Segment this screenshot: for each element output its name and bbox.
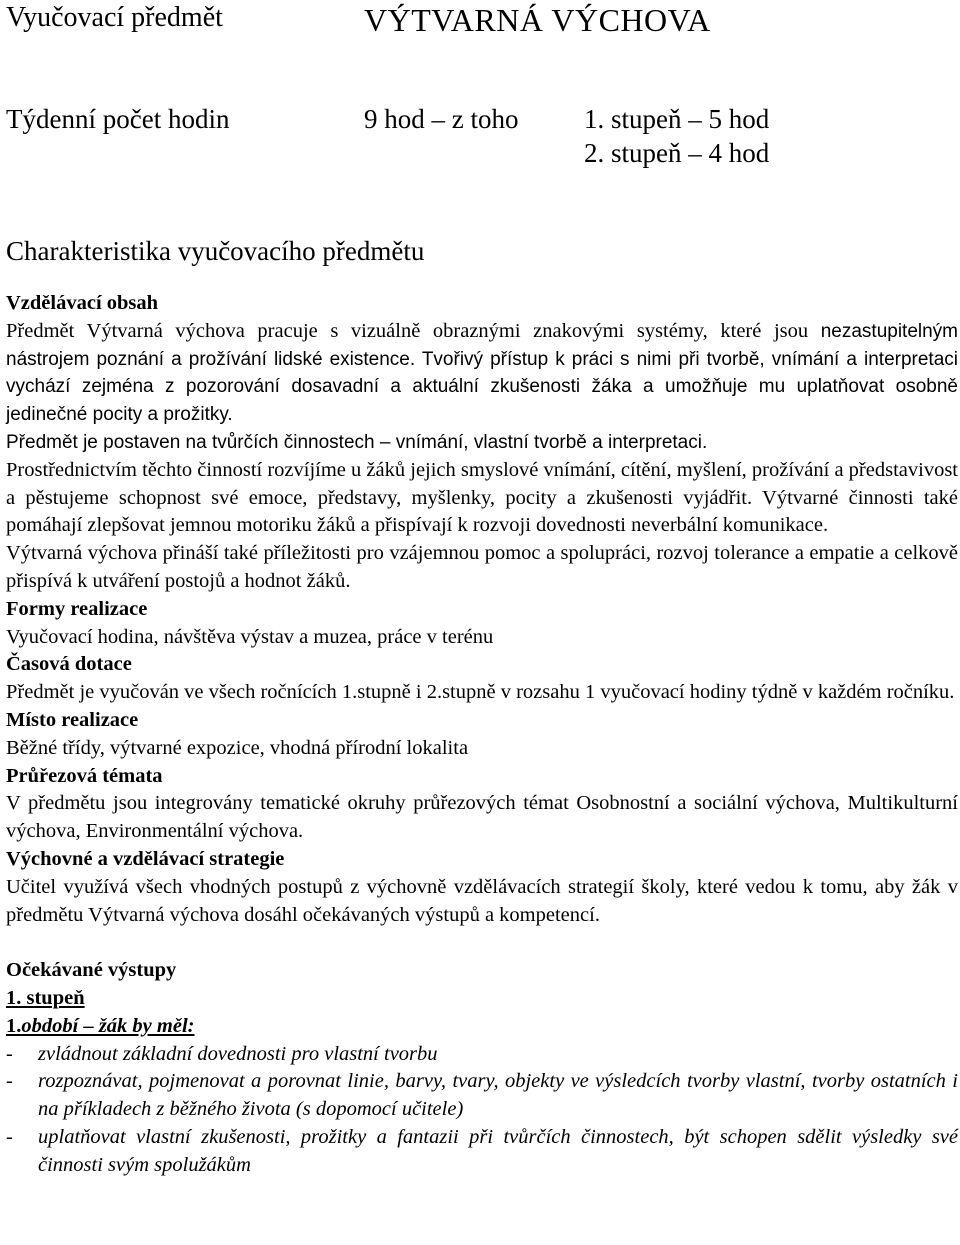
content-paragraph-1: [6, 318, 958, 429]
outcome-text: zvládnout základní dovednosti pro vlastní tvorbu: [38, 1042, 438, 1065]
grade2-hours: 2. stupeň – 4 hod: [584, 138, 770, 168]
themes-title: Průřezová témata: [6, 764, 163, 787]
content-paragraph-2: Předmět je postaven na tvůrčích činnostech – vnímání, vlastní tvorbě a interpretaci.: [6, 431, 708, 453]
section-content-title: Vzdělávací obsah: [6, 292, 159, 314]
place-text: Běžné třídy, výtvarné expozice, vhodná přírodní lokalita: [6, 736, 469, 759]
list-item: [6, 1041, 958, 1069]
list-item: [6, 1068, 958, 1124]
period-label: období – žák by měl:: [21, 1014, 195, 1037]
period-number: 1.: [6, 1014, 22, 1037]
outcomes-title: Očekávané výstupy: [6, 959, 177, 982]
hours-label: Týdenní počet hodin: [6, 104, 230, 134]
outcome-text: rozpoznávat, pojmenovat a porovnat linie, barvy, tvary, objekty ve výsledcích tvorby vlastní, tvorby ostatních i na příkladech z běžného života (s dopomocí učitele): [38, 1070, 958, 1121]
subject-label: Vyučovací předmět: [6, 2, 223, 33]
list-item: [6, 1124, 958, 1180]
strategy-title: Výchovné a vzdělávací strategie: [6, 847, 285, 870]
document-body: [6, 290, 958, 1180]
content-p1-sans: nezastupitelným nástrojem poznání a prožívání lidské existence. Tvořivý přístup k práci s nimi při tvorbě, vnímání a interpretaci vychází zejména z pozorování dosavadní a aktuální zkušenosti žáka a umožňuje mu uplatňovat osobně jedinečné pocity a prožitky.: [6, 320, 959, 426]
content-p1-serif: Předmět Výtvarná výchova pracuje s vizuálně obraznými znakovými systémy, které jsou: [6, 319, 809, 342]
subject-title: VÝTVARNÁ VÝCHOVA: [364, 2, 711, 38]
content-paragraph-4: Výtvarná výchova přináší také příležitosti pro vzájemnou pomoc a spolupráci, rozvoj tolerance a empatie a celkově přispívá k utváření postojů a hodnot žáků.: [6, 542, 958, 592]
strategy-text: Učitel využívá všech vhodných postupů z výchovně vzdělávacích strategií školy, které vedou k tomu, aby žák v předmětu Výtvarná výchova dosáhl očekávaných výstupů a kompetencí.: [6, 875, 958, 926]
time-title: Časová dotace: [6, 653, 132, 676]
list-dash: -: [6, 1125, 13, 1148]
period-title: [6, 1013, 958, 1041]
place-title: Místo realizace: [6, 708, 139, 731]
time-text: Předmět je vyučován ve všech ročnících 1.stupně i 2.stupně v rozsahu 1 vyučovací hodiny týdně v každém ročníku.: [6, 681, 955, 704]
forms-title: Formy realizace: [6, 597, 148, 620]
hours-total: 9 hod – z toho: [364, 104, 519, 134]
content-paragraph-3: Prostřednictvím těchto činností rozvíjíme u žáků jejich smyslové vnímání, cítění, myšlení, prožívání a představivost a pěstujeme schopnost své emoce, představy, myšlenky, pocity a zkušenosti vyjádřit. Výtvarné činnosti také pomáhají zlepšovat jemnou motoriku žáků a přispívají k rozvoji dovednosti neverbální komunikace.: [6, 458, 958, 537]
themes-text: V předmětu jsou integrovány tematické okruhy průřezových témat Osobnostní a sociální výchova, Multikulturní výchova, Environmentální výchova.: [6, 792, 958, 843]
list-dash: -: [6, 1070, 13, 1093]
outcomes-list: [6, 1041, 958, 1180]
spacer: [6, 929, 958, 957]
outcome-text: uplatňovat vlastní zkušenosti, prožitky a fantazii při tvůrčích činnostech, být schopen sdělit výsledky své činnosti svým spolužákům: [38, 1125, 958, 1176]
forms-text: Vyučovací hodina, návštěva výstav a muzea, práce v terénu: [6, 625, 494, 648]
characteristic-title: Charakteristika vyučovacího předmětu: [6, 236, 425, 266]
grade1-hours: 1. stupeň – 5 hod: [584, 104, 770, 134]
list-dash: -: [6, 1042, 13, 1065]
stage-title: 1. stupeň: [6, 986, 85, 1009]
